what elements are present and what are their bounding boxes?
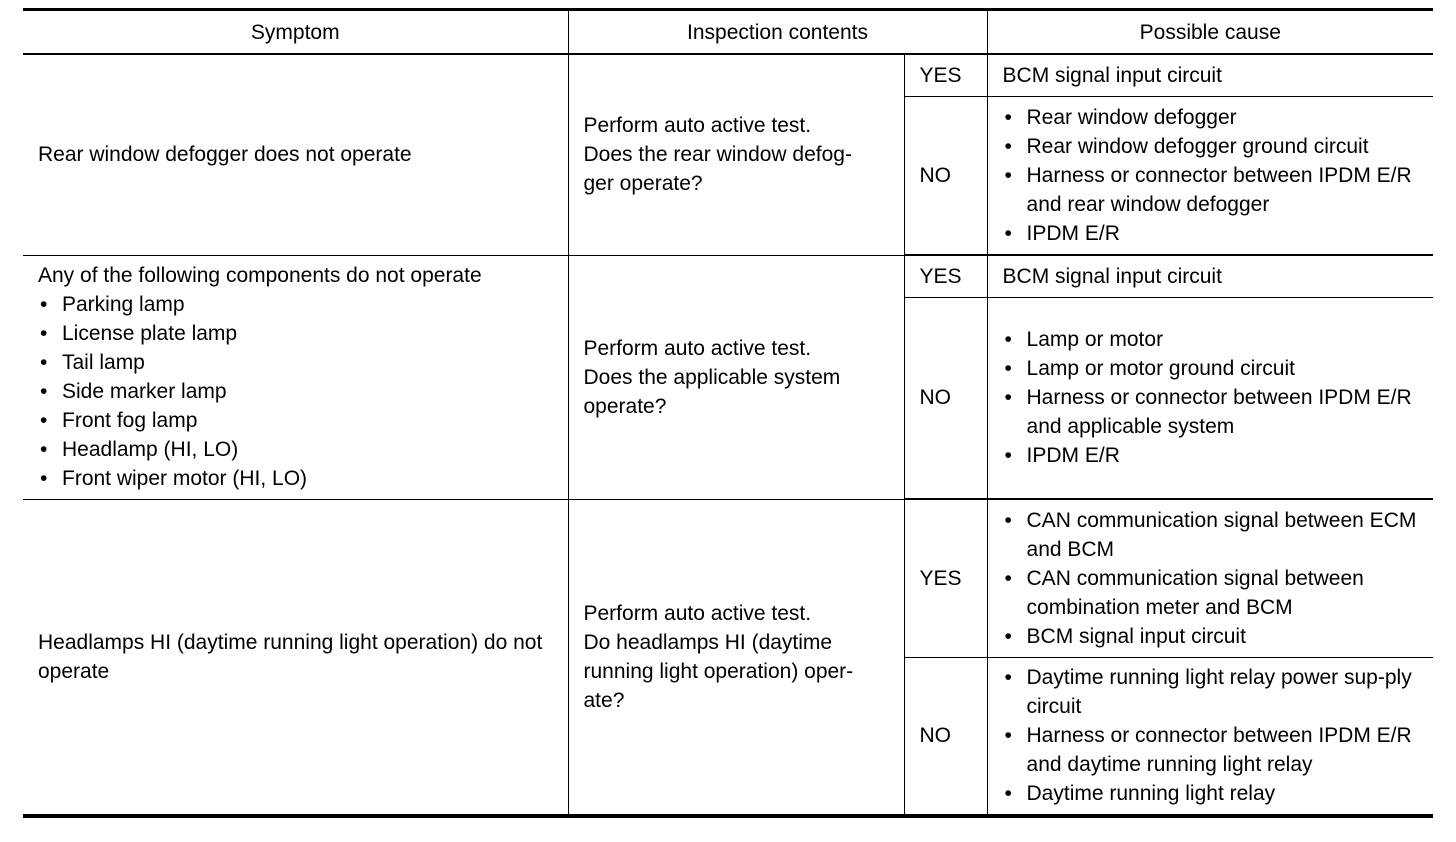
header-row bbox=[23, 10, 1433, 55]
list-item: • Lamp or motor bbox=[1003, 325, 1419, 354]
inspection-line: ate? bbox=[583, 688, 625, 712]
list-item: • Rear window defogger bbox=[1003, 103, 1419, 132]
inspection-line: running light operation) oper- bbox=[583, 659, 854, 683]
list-item: • Rear window defogger ground circuit bbox=[1003, 132, 1419, 161]
list-item: • Lamp or motor ground circuit bbox=[1003, 354, 1419, 383]
no-cause-cell bbox=[987, 297, 1433, 499]
yes-cause-cell bbox=[987, 255, 1433, 297]
list-item: • Side marker lamp bbox=[38, 377, 553, 406]
list-item: • Parking lamp bbox=[38, 290, 553, 319]
table-row bbox=[23, 499, 1433, 657]
diagnosis-table bbox=[23, 8, 1433, 818]
cause-text: BCM signal input circuit bbox=[1002, 264, 1222, 288]
inspection-line: operate? bbox=[583, 394, 667, 418]
inspection-line: Do headlamps HI (daytime bbox=[583, 630, 833, 654]
list-item: • Harness or connector between IPDM E/R and daytime running light relay bbox=[1003, 721, 1419, 779]
inspection-cell bbox=[568, 54, 904, 255]
yes-cause-cell bbox=[987, 499, 1433, 657]
diagnosis-table-container bbox=[23, 8, 1433, 818]
no-label: NO bbox=[904, 96, 987, 255]
symptom-cell bbox=[23, 255, 568, 499]
inspection-cell bbox=[568, 255, 904, 499]
list-item: • Front fog lamp bbox=[38, 406, 553, 435]
list-item: • Headlamp (HI, LO) bbox=[38, 435, 553, 464]
symptom-text: Rear window defogger does not operate bbox=[38, 143, 412, 167]
cause-text: BCM signal input circuit bbox=[1002, 63, 1222, 87]
list-item: • CAN communication signal between combination meter and BCM bbox=[1003, 564, 1419, 622]
table-row bbox=[23, 255, 1433, 297]
symptom-cell bbox=[23, 499, 568, 816]
inspection-line: Perform auto active test. bbox=[583, 114, 812, 138]
symptom-component-list bbox=[38, 290, 553, 493]
list-item: • Harness or connector between IPDM E/R and rear window defogger bbox=[1003, 161, 1419, 219]
header-inspection-contents: Inspection contents bbox=[568, 10, 987, 55]
cause-list bbox=[1003, 506, 1419, 651]
inspection-line: Does the applicable system bbox=[583, 365, 841, 389]
no-label: NO bbox=[904, 657, 987, 816]
list-item: • IPDM E/R bbox=[1003, 441, 1419, 470]
header-symptom: Symptom bbox=[23, 10, 568, 55]
list-item: • IPDM E/R bbox=[1003, 219, 1419, 248]
list-item: • Daytime running light relay bbox=[1003, 779, 1419, 808]
no-cause-cell bbox=[987, 96, 1433, 255]
inspection-line: Perform auto active test. bbox=[583, 336, 812, 360]
no-label: NO bbox=[904, 297, 987, 499]
symptom-text: Any of the following components do not operate bbox=[38, 263, 482, 287]
cause-list bbox=[1003, 103, 1419, 248]
list-item: • License plate lamp bbox=[38, 319, 553, 348]
cause-list bbox=[1003, 663, 1419, 808]
list-item: • Tail lamp bbox=[38, 348, 553, 377]
header-possible-cause: Possible cause bbox=[987, 10, 1433, 55]
list-item: • Daytime running light relay power sup-ply circuit bbox=[1003, 663, 1419, 721]
list-item: • BCM signal input circuit bbox=[1003, 622, 1419, 651]
yes-label: YES bbox=[904, 54, 987, 96]
yes-cause-cell bbox=[987, 54, 1433, 96]
symptom-text: Headlamps HI (daytime running light operation) do not operate bbox=[38, 630, 543, 683]
list-item: • Harness or connector between IPDM E/R and applicable system bbox=[1003, 383, 1419, 441]
no-cause-cell bbox=[987, 657, 1433, 816]
cause-list bbox=[1003, 325, 1419, 470]
inspection-line: Does the rear window defog- bbox=[583, 143, 852, 167]
inspection-cell bbox=[568, 499, 904, 816]
table-row bbox=[23, 54, 1433, 96]
list-item: • CAN communication signal between ECM and BCM bbox=[1003, 506, 1419, 564]
yes-label: YES bbox=[904, 255, 987, 297]
symptom-cell bbox=[23, 54, 568, 255]
list-item: • Front wiper motor (HI, LO) bbox=[38, 464, 553, 493]
inspection-line: Perform auto active test. bbox=[583, 601, 812, 625]
inspection-line: ger operate? bbox=[583, 172, 703, 196]
yes-label: YES bbox=[904, 499, 987, 657]
